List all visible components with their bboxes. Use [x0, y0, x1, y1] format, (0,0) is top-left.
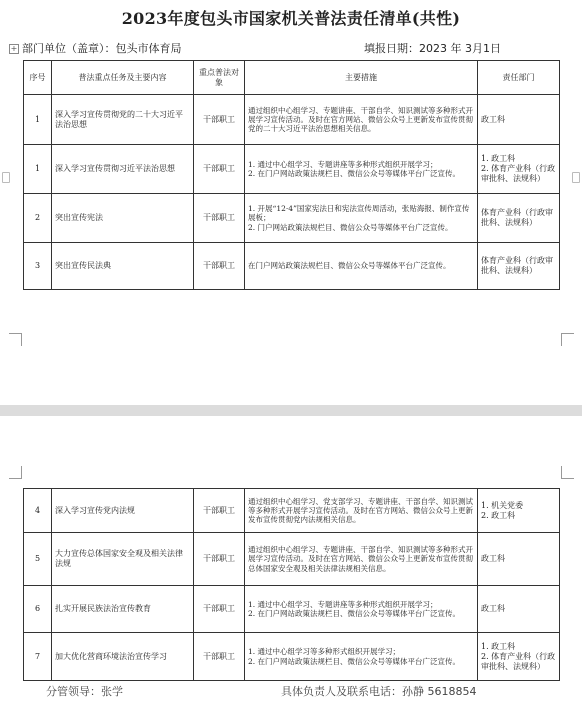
row-dept: 体育产业科（行政审批科、法规科） — [478, 243, 560, 290]
row-dept: 体育产业科（行政审批科、法规科） — [478, 194, 560, 243]
row-seq: 2 — [24, 194, 52, 243]
row-measures: 1. 开展“12·4”国家宪法日和宪法宣传周活动，张贴海报、制作宣传展板； 2. 门户网站政策法规栏目、微信公众号等媒体平台广泛宣传。 — [245, 194, 478, 243]
page-separator — [0, 405, 582, 416]
department-unit-label: 部门单位（盖章）：包头市体育局 — [22, 42, 182, 55]
responsibility-table-page-2 — [23, 488, 560, 681]
row-task: 大力宣传总体国家安全观及相关法律法规 — [52, 533, 194, 586]
header-task: 普法重点任务及主要内容 — [52, 61, 194, 95]
responsibility-table-page-1 — [23, 60, 560, 290]
row-object: 干部职工 — [194, 145, 245, 194]
document-page-2 — [0, 416, 582, 726]
row-dept: 政工科 — [478, 586, 560, 633]
row-measures: 1. 通过中心组学习等多种形式组织开展学习； 2. 在门户网站政策法规栏目、微信公众号等媒体平台广泛宣传。 — [245, 633, 478, 681]
row-task: 加大优化营商环境法治宣传学习 — [52, 633, 194, 681]
page-corner-mark-icon — [9, 333, 22, 346]
page-corner-mark-icon — [561, 466, 574, 479]
row-task: 突出宣传民法典 — [52, 243, 194, 290]
header-seq: 序号 — [24, 61, 52, 95]
header-measures: 主要措施 — [245, 61, 478, 95]
row-object: 干部职工 — [194, 633, 245, 681]
table-row — [24, 194, 560, 243]
row-measures: 通过组织中心组学习、专题讲座、干部自学、知识测试等多种形式开展学习宣传活动。及时在官方网站、微信公众号上更新发布宣传贯彻党的二十大习近平法治思想相关信息。 — [245, 95, 478, 145]
table-row — [24, 489, 560, 533]
document-info-row — [22, 40, 558, 56]
fill-date-label: 填报日期：2023 年 3月1日 — [364, 42, 501, 55]
table-row — [24, 586, 560, 633]
header-object: 重点普法对象 — [194, 61, 245, 95]
row-task: 突出宣传宪法 — [52, 194, 194, 243]
contact-person: 具体负责人及联系电话：孙静 5618854 — [281, 685, 477, 698]
row-seq: 6 — [24, 586, 52, 633]
document-footer — [0, 683, 582, 699]
table-row — [24, 145, 560, 194]
page-corner-mark-icon — [9, 466, 22, 479]
row-measures: 通过组织中心组学习、专题讲座、干部自学、知识测试等多种形式开展学习宣传活动。及时在官方网站、微信公众号上更新发布宣传贯彻总体国家安全观及相关法律法规相关信息。 — [245, 533, 478, 586]
row-seq: 7 — [24, 633, 52, 681]
row-dept: 政工科 — [478, 95, 560, 145]
row-measures: 通过组织中心组学习、党支部学习、专题讲座、干部自学、知识测试等多种形式开展学习宣传活动。及时在官方网站、微信公众号上更新发布宣传贯彻党内法规相关信息。 — [245, 489, 478, 533]
row-task: 深入学习宣传党内法规 — [52, 489, 194, 533]
row-measures: 在门户网站政策法规栏目、微信公众号等媒体平台广泛宣传。 — [245, 243, 478, 290]
table-row — [24, 95, 560, 145]
row-dept: 1. 政工科 2. 体育产业科（行政审批科、法规科） — [478, 633, 560, 681]
page-corner-mark-icon — [561, 333, 574, 346]
row-dept: 政工科 — [478, 533, 560, 586]
table-row — [24, 633, 560, 681]
row-object: 干部职工 — [194, 194, 245, 243]
row-object: 干部职工 — [194, 533, 245, 586]
row-seq: 5 — [24, 533, 52, 586]
row-object: 干部职工 — [194, 243, 245, 290]
row-task: 扎实开展民族法治宣传教育 — [52, 586, 194, 633]
row-seq: 1 — [24, 95, 52, 145]
row-seq: 4 — [24, 489, 52, 533]
row-task: 深入学习宣传贯彻习近平法治思想 — [52, 145, 194, 194]
row-measures: 1. 通过中心组学习、专题讲座等多种形式组织开展学习； 2. 在门户网站政策法规栏目、微信公众号等媒体平台广泛宣传。 — [245, 145, 478, 194]
table-row — [24, 533, 560, 586]
row-dept: 1. 政工科 2. 体育产业科（行政审批科、法规科） — [478, 145, 560, 194]
row-resize-marker-icon[interactable] — [2, 172, 10, 183]
row-measures: 1. 通过中心组学习、专题讲座等多种形式组织开展学习； 2. 在门户网站政策法规栏目、微信公众号等媒体平台广泛宣传。 — [245, 586, 478, 633]
header-dept: 责任部门 — [478, 61, 560, 95]
row-seq: 1 — [24, 145, 52, 194]
supervising-leader: 分管领导：张学 — [46, 685, 123, 698]
row-object: 干部职工 — [194, 489, 245, 533]
row-object: 干部职工 — [194, 95, 245, 145]
row-task: 深入学习宣传贯彻党的二十大习近平法治思想 — [52, 95, 194, 145]
row-dept: 1. 机关党委 2. 政工科 — [478, 489, 560, 533]
document-title: 2023年度包头市国家机关普法责任清单(共性) — [121, 9, 461, 28]
row-seq: 3 — [24, 243, 52, 290]
table-move-handle-icon[interactable]: + — [10, 44, 18, 53]
table-row — [24, 243, 560, 290]
table-header-row — [24, 61, 560, 95]
row-resize-marker-icon[interactable] — [572, 172, 580, 183]
row-object: 干部职工 — [194, 586, 245, 633]
